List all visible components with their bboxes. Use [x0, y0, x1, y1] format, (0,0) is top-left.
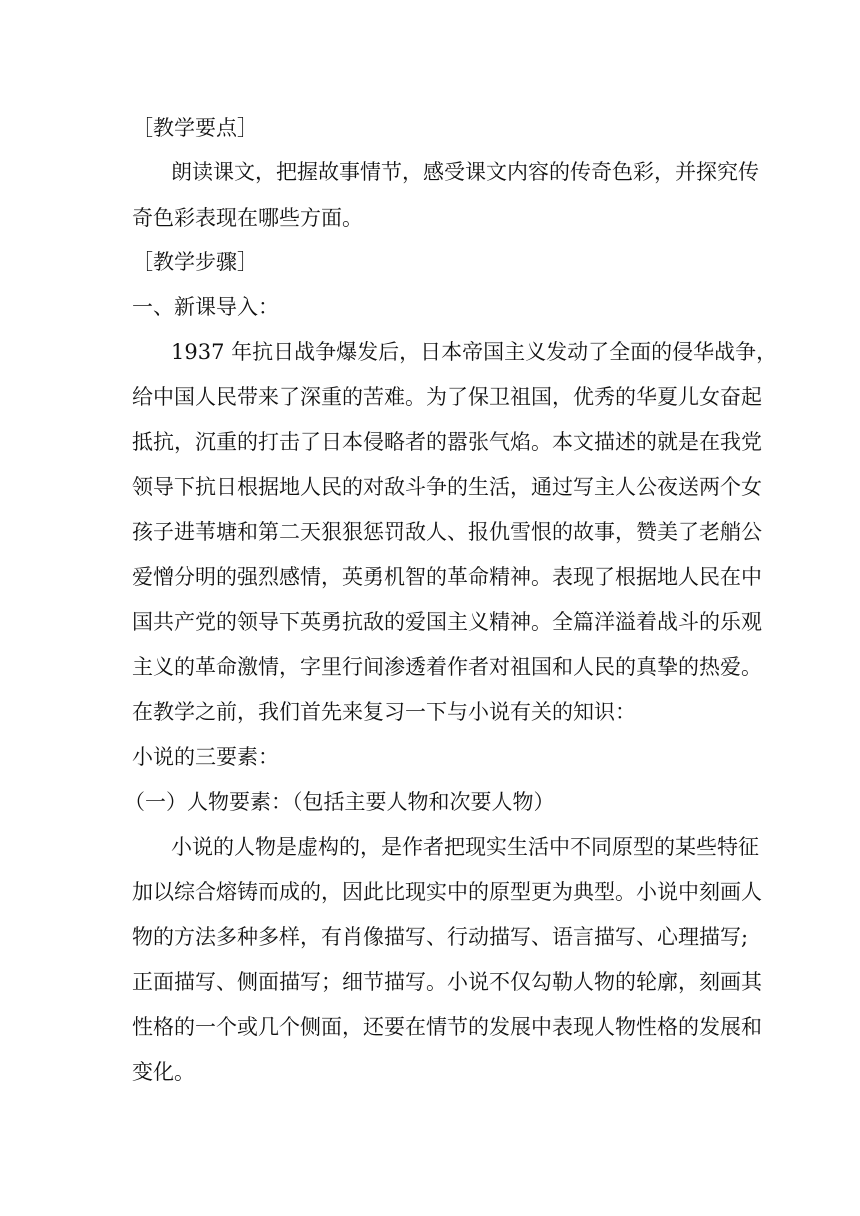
teaching-points-heading: ［教学要点］: [132, 116, 258, 140]
intro-paragraph-line-4: 领导下抗日根据地人民的对敌斗争的生活，通过写主人公夜送两个女: [132, 475, 762, 499]
teaching-steps-heading: ［教学步骤］: [132, 250, 258, 274]
character-element-heading: （一）人物要素：（包括主要人物和次要人物）: [124, 790, 555, 814]
points-paragraph-line-1: 朗读课文，把握故事情节，感受课文内容的传奇色彩，并探究传: [171, 160, 759, 184]
intro-paragraph-line-9: 在教学之前，我们首先来复习一下与小说有关的知识：: [132, 700, 636, 724]
character-paragraph-line-4: 正面描写、侧面描写；细节描写。小说不仅勾勒人物的轮廓，刻画其: [132, 970, 762, 994]
intro-paragraph-line-8: 主义的革命激情，字里行间渗透着作者对祖国和人民的真挚的热爱。: [132, 655, 762, 679]
character-paragraph-line-5: 性格的一个或几个侧面，还要在情节的发展中表现人物性格的发展和: [132, 1015, 762, 1039]
novel-elements-heading: 小说的三要素：: [132, 745, 279, 769]
character-paragraph-line-2: 加以综合熔铸而成的，因此比现实中的原型更为典型。小说中刻画人: [132, 880, 762, 904]
intro-paragraph-line-3: 抵抗，沉重的打击了日本侵略者的嚣张气焰。本文描述的就是在我党: [132, 430, 762, 454]
points-paragraph-line-2: 奇色彩表现在哪些方面。: [132, 206, 363, 230]
character-paragraph-line-3: 物的方法多种多样，有肖像描写、行动描写、语言描写、心理描写;: [132, 925, 749, 949]
step-one-heading: 一、新课导入：: [132, 295, 279, 319]
intro-paragraph-line-6: 爱憎分明的强烈感情，英勇机智的革命精神。表现了根据地人民在中: [132, 565, 762, 589]
character-paragraph-line-6: 变化。: [132, 1060, 195, 1084]
character-paragraph-line-1: 小说的人物是虚构的，是作者把现实生活中不同原型的某些特征: [171, 835, 759, 859]
intro-paragraph-line-2: 给中国人民带来了深重的苦难。为了保卫祖国，优秀的华夏儿女奋起: [132, 385, 762, 409]
intro-paragraph-line-5: 孩子进苇塘和第二天狠狠惩罚敌人、报仇雪恨的故事，赞美了老艄公: [132, 520, 762, 544]
intro-paragraph-line-1: 1937 年抗日战争爆发后，日本帝国主义发动了全面的侵华战争，: [171, 340, 778, 364]
intro-paragraph-line-7: 国共产党的领导下英勇抗敌的爱国主义精神。全篇洋溢着战斗的乐观: [132, 610, 762, 634]
